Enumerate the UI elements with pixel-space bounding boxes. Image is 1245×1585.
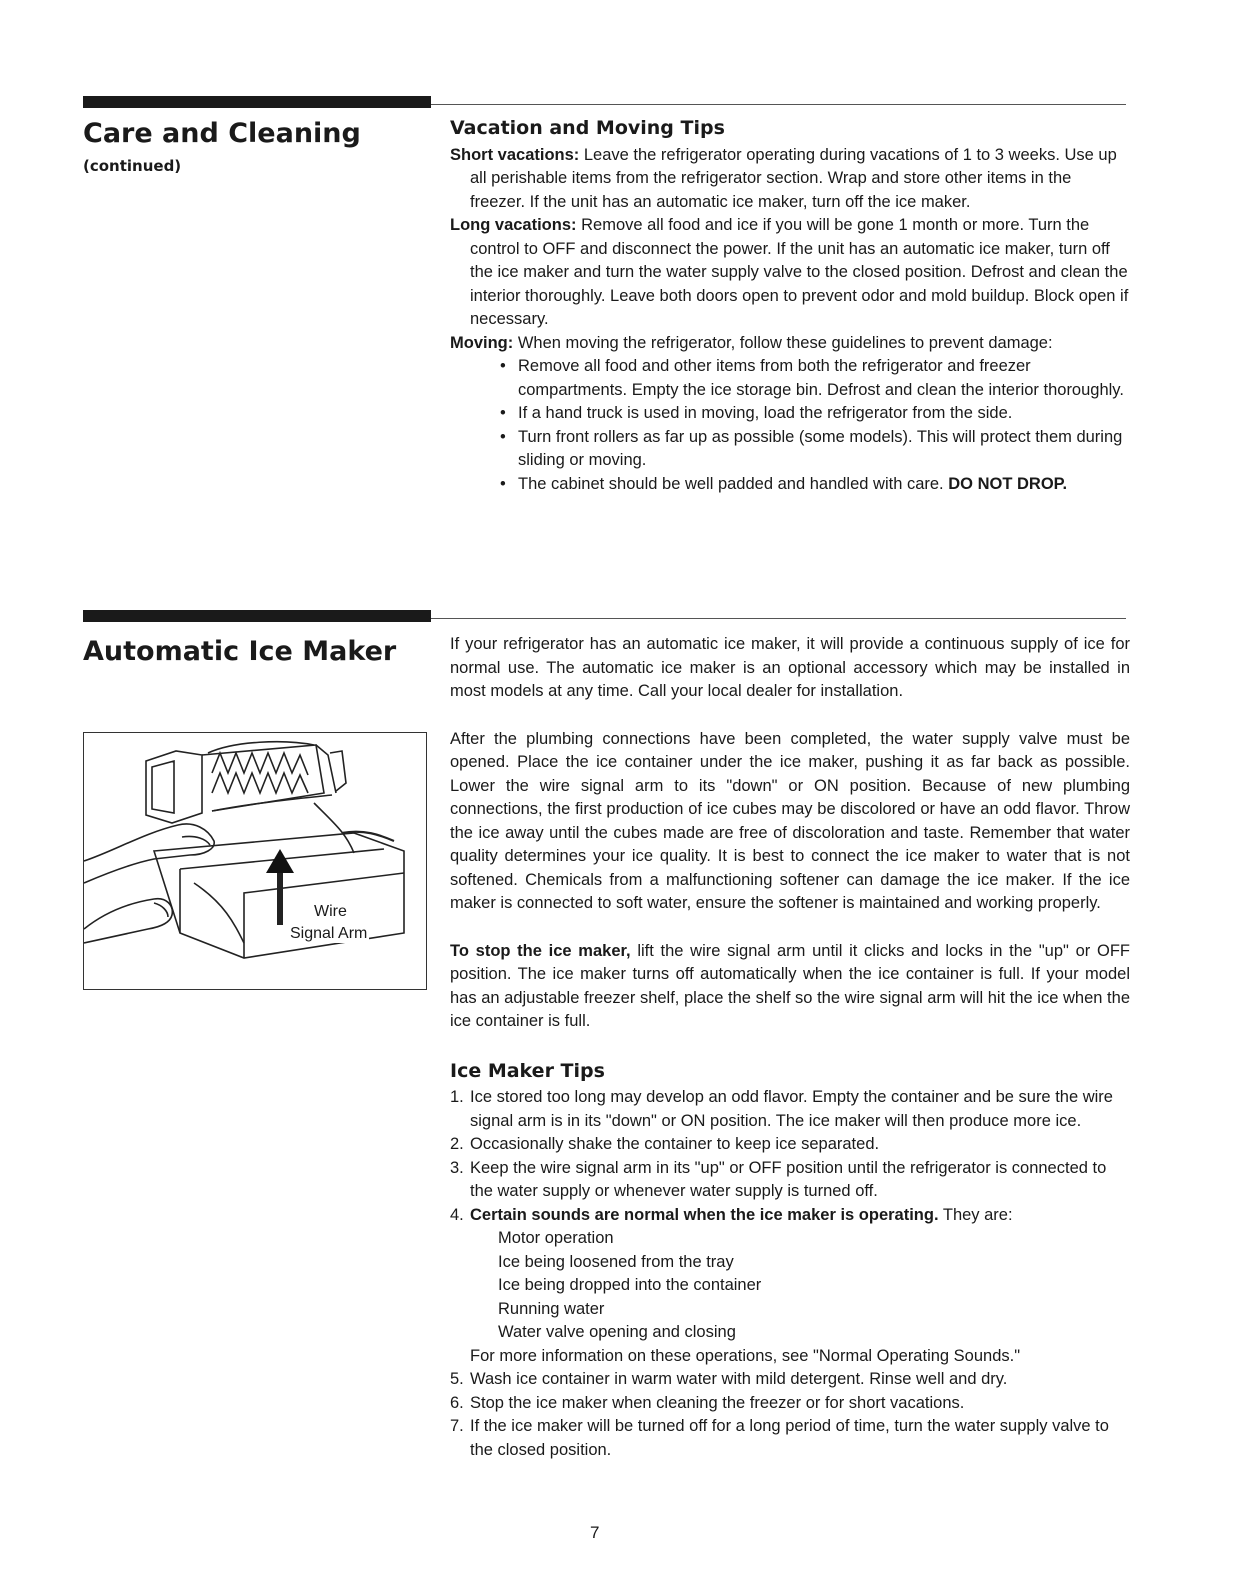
tip-item bbox=[450, 1157, 1130, 1204]
ice-tips-list-continued bbox=[450, 1368, 1130, 1462]
long-vacations-lead: Long vacations: bbox=[450, 216, 577, 234]
tip-item bbox=[450, 1368, 1130, 1392]
long-vacations-text: Remove all food and ice if you will be gone 1 month or more. Turn the control to OFF and disconnect the power. If the unit has an automatic ice maker, turn off the ice maker and turn the water supply valve to the closed position. Defrost and clean the interior thoroughly. Leave both doors open to prevent odor and mold buildup. Block open if necessary. bbox=[470, 216, 1129, 328]
section-rule-thin bbox=[431, 618, 1126, 619]
moving-lead: Moving: bbox=[450, 333, 514, 352]
tip-lead: Certain sounds are normal when the ice maker is operating. bbox=[470, 1205, 939, 1224]
tip-text: Wash ice container in warm water with mild detergent. Rinse well and dry. bbox=[470, 1370, 1008, 1388]
tip-number: 5. bbox=[450, 1370, 464, 1388]
tip-item bbox=[450, 1204, 1130, 1228]
ice-after-para: After the plumbing connections have been completed, the water supply valve must be opened. Place the ice container under the ice maker, pushing it as far back as possible. Lower the wire signal arm to its "down" or ON position. Because of new plumbing connections, the first production of ice cubes may be discolored or have an odd flavor. Throw the ice away until the cubes made are free of discoloration and taste. Remember that water quality determines your ice quality. It is best to connect the ice maker to water that is not softened. Chemicals from a malfunctioning softener can damage the ice maker. If the ice maker is connected to soft water, ensure the softener is maintained and working properly. bbox=[450, 729, 1130, 912]
sound-item: Ice being dropped into the container bbox=[498, 1276, 762, 1294]
long-vacations-para bbox=[450, 214, 1130, 332]
ice-maker-title: Automatic Ice Maker bbox=[83, 636, 397, 667]
tip-text: Occasionally shake the container to keep ice separated. bbox=[470, 1135, 880, 1153]
ice-stop-text: lift the wire signal arm until it clicks and locks in the "up" or OFF position. The ice maker turns off automatically when the ice container is full. If your model has an adjustable freezer shelf, place the shelf so the wire signal arm will hit the ice when the ice container is full. bbox=[450, 941, 1130, 1030]
figure-label-signal-arm: Signal Arm bbox=[290, 925, 368, 942]
tip-item bbox=[450, 1086, 1130, 1133]
figure-label-wire: Wire bbox=[314, 903, 347, 920]
ice-stop-lead: To stop the ice maker, bbox=[450, 941, 631, 960]
moving-bullet: • If a hand truck is used in moving, load the refrigerator from the side. bbox=[498, 402, 1130, 426]
tip-item bbox=[450, 1133, 1130, 1157]
tip-number: 7. bbox=[450, 1417, 464, 1435]
sound-item: Ice being loosened from the tray bbox=[498, 1252, 734, 1271]
sound-item: Motor operation bbox=[498, 1229, 614, 1247]
sound-item: Running water bbox=[498, 1299, 605, 1318]
moving-bullet: • Turn front rollers as far up as possible (some models). This will protect them during sliding or moving. bbox=[498, 426, 1130, 473]
short-vacations-para bbox=[450, 144, 1130, 215]
section-rule-thick bbox=[83, 610, 431, 622]
tip-number: 1. bbox=[450, 1088, 464, 1106]
vacation-heading: Vacation and Moving Tips bbox=[450, 117, 725, 139]
ice-maker-illustration bbox=[83, 732, 427, 990]
section-rule-thick bbox=[83, 96, 431, 108]
vacation-column bbox=[450, 117, 1130, 496]
tip-number: 2. bbox=[450, 1135, 464, 1153]
tip-text: Keep the wire signal arm in its "up" or OFF position until the refrigerator is connected to the water supply or whenever water supply is turned off. bbox=[470, 1158, 1107, 1200]
section-rule-thin bbox=[431, 104, 1126, 105]
care-title: Care and Cleaning bbox=[83, 118, 361, 149]
tip-item bbox=[450, 1415, 1130, 1462]
page-number: 7 bbox=[590, 1523, 600, 1542]
ice-maker-drawing bbox=[84, 733, 425, 988]
tip-number: 3. bbox=[450, 1158, 464, 1177]
sounds-note: For more information on these operations, see "Normal Operating Sounds." bbox=[470, 1346, 1021, 1365]
tip-text: Ice stored too long may develop an odd flavor. Empty the container and be sure the wire signal arm is in its "down" or ON position. The ice maker will then produce more ice. bbox=[470, 1088, 1113, 1130]
moving-bullets bbox=[450, 355, 1130, 496]
moving-text: When moving the refrigerator, follow these guidelines to prevent damage: bbox=[517, 333, 1053, 352]
moving-bullet: • Remove all food and other items from both the refrigerator and freezer compartments. Empty the ice storage bin. Defrost and clean the interior thoroughly. bbox=[498, 355, 1130, 402]
tip-text: Stop the ice maker when cleaning the freezer or for short vacations. bbox=[470, 1393, 965, 1412]
normal-sounds-list bbox=[450, 1227, 1130, 1345]
care-subtitle: (continued) bbox=[83, 157, 182, 175]
ice-maker-column bbox=[450, 633, 1130, 1462]
ice-tips-list bbox=[450, 1086, 1130, 1227]
do-not-drop: DO NOT DROP. bbox=[948, 474, 1068, 493]
cabinet-care-text: The cabinet should be well padded and handled with care. bbox=[518, 474, 944, 493]
tip-item bbox=[450, 1392, 1130, 1416]
moving-para bbox=[450, 332, 1130, 356]
ice-stop-para bbox=[450, 940, 1130, 1034]
ice-tips-heading: Ice Maker Tips bbox=[450, 1059, 605, 1082]
sound-item: Water valve opening and closing bbox=[498, 1323, 736, 1341]
tip-number: 6. bbox=[450, 1393, 464, 1412]
short-vacations-lead: Short vacations: bbox=[450, 145, 580, 164]
tip-text: If the ice maker will be turned off for a long period of time, turn the water supply valve to the closed position. bbox=[470, 1417, 1109, 1459]
tip-number: 4. bbox=[450, 1205, 464, 1224]
ice-intro-para: If your refrigerator has an automatic ice maker, it will provide a continuous supply of ice for normal use. The automatic ice maker is an optional accessory which may be installed in most models at any time. Call your local dealer for installation. bbox=[450, 635, 1130, 700]
moving-bullet-last bbox=[498, 473, 1130, 497]
short-vacations-text: Leave the refrigerator operating during vacations of 1 to 3 weeks. Use up all perishable items from the refrigerator section. Wrap and store other items in the freezer. If the unit has an automatic ice maker, turn off the ice maker. bbox=[470, 145, 1117, 211]
tip-text: They are: bbox=[942, 1205, 1013, 1224]
